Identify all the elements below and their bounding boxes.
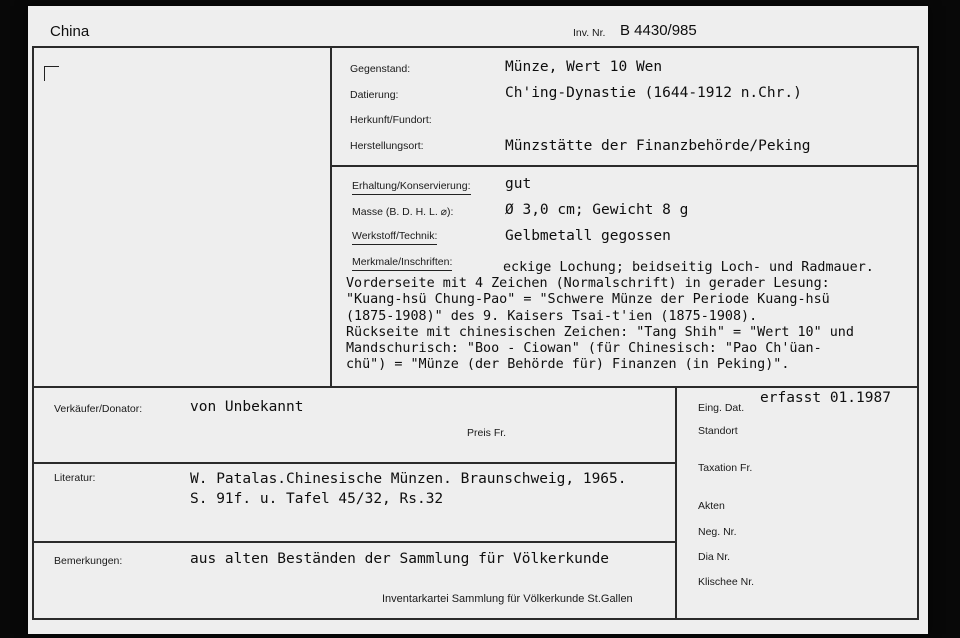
datierung-label: Datierung:: [350, 89, 399, 101]
merkmale-line: Rückseite mit chinesischen Zeichen: "Tang Shih" = "Wert 10" und: [346, 324, 854, 340]
literature-divider: [32, 541, 676, 543]
gegenstand-label: Gegenstand:: [350, 63, 411, 75]
left-border: [32, 46, 34, 620]
merkmale-line: "Kuang-hsü Chung-Pao" = "Schwere Münze der Periode Kuang-hsü: [346, 292, 830, 308]
klischee-nr-label: Klischee Nr.: [698, 576, 755, 588]
institution-footer: Inventarkartei Sammlung für Völkerkunde St.Gallen: [382, 593, 633, 605]
literatur-line-2: S. 91f. u. Tafel 45/32, Rs.32: [190, 491, 444, 507]
herstellungsort-value: Münzstätte der Finanzbehörde/Peking: [505, 138, 811, 154]
erhaltung-value: gut: [505, 176, 532, 192]
inv-number-label: Inv. Nr.: [573, 27, 606, 39]
eing-dat-value: erfasst 01.1987: [760, 390, 891, 406]
merkmale-label: Merkmale/Inschriften:: [352, 256, 452, 271]
merkmale-text: [346, 260, 928, 373]
taxation-label: Taxation Fr.: [698, 462, 753, 474]
masse-label: Masse (B. D. H. L. ⌀):: [352, 206, 454, 218]
verkaeufer-label: Verkäufer/Donator:: [54, 403, 143, 415]
photo-corner-mark: [44, 66, 59, 81]
merkmale-line: Mandschurisch: "Boo - Ciowan" (für Chinesisch: "Pao Ch'üan-: [346, 341, 822, 357]
gegenstand-value: Münze, Wert 10 Wen: [505, 59, 663, 75]
werkstoff-value: Gelbmetall gegossen: [505, 228, 671, 244]
werkstoff-label: Werkstoff/Technik:: [352, 230, 437, 245]
description-divider: [32, 386, 918, 388]
masse-value: Ø 3,0 cm; Gewicht 8 g: [505, 202, 689, 218]
inventory-card: [28, 6, 928, 634]
photo-divider: [330, 46, 332, 387]
merkmale-line: chü") = "Münze (der Behörde für) Finanzen (in Peking)".: [346, 357, 790, 373]
datierung-value: Ch'ing-Dynastie (1644-1912 n.Chr.): [505, 85, 802, 101]
bemerkungen-label: Bemerkungen:: [54, 555, 123, 567]
bemerkungen-value: aus alten Beständen der Sammlung für Völkerkunde: [190, 551, 610, 567]
header-divider: [32, 46, 918, 48]
merkmale-line: Vorderseite mit 4 Zeichen (Normalschrift) in gerader Lesung:: [346, 276, 830, 292]
akten-label: Akten: [698, 500, 725, 512]
bottom-divider: [32, 618, 918, 620]
merkmale-line: eckige Lochung; beidseitig Loch- und Radmauer.: [503, 260, 874, 275]
erhaltung-label: Erhaltung/Konservierung:: [352, 180, 471, 195]
verkaeufer-value: von Unbekannt: [190, 399, 304, 415]
neg-nr-label: Neg. Nr.: [698, 526, 737, 538]
object-divider: [331, 165, 918, 167]
preis-label: Preis Fr.: [467, 427, 507, 439]
herstellungsort-label: Herstellungsort:: [350, 140, 424, 152]
inv-number: B 4430/985: [620, 22, 697, 39]
standort-label: Standort: [698, 425, 738, 437]
herkunft-label: Herkunft/Fundort:: [350, 114, 432, 126]
seller-divider: [32, 462, 676, 464]
region-label: China: [50, 23, 90, 40]
merkmale-line: (1875-1908)" des 9. Kaisers Tsai-t'ien (1875-1908).: [346, 308, 758, 324]
eing-dat-label: Eing. Dat.: [698, 402, 745, 414]
dia-nr-label: Dia Nr.: [698, 551, 731, 563]
literatur-label: Literatur:: [54, 472, 96, 484]
literatur-line-1: W. Patalas.Chinesische Münzen. Braunschweig, 1965.: [190, 471, 627, 487]
admin-divider: [675, 386, 677, 620]
